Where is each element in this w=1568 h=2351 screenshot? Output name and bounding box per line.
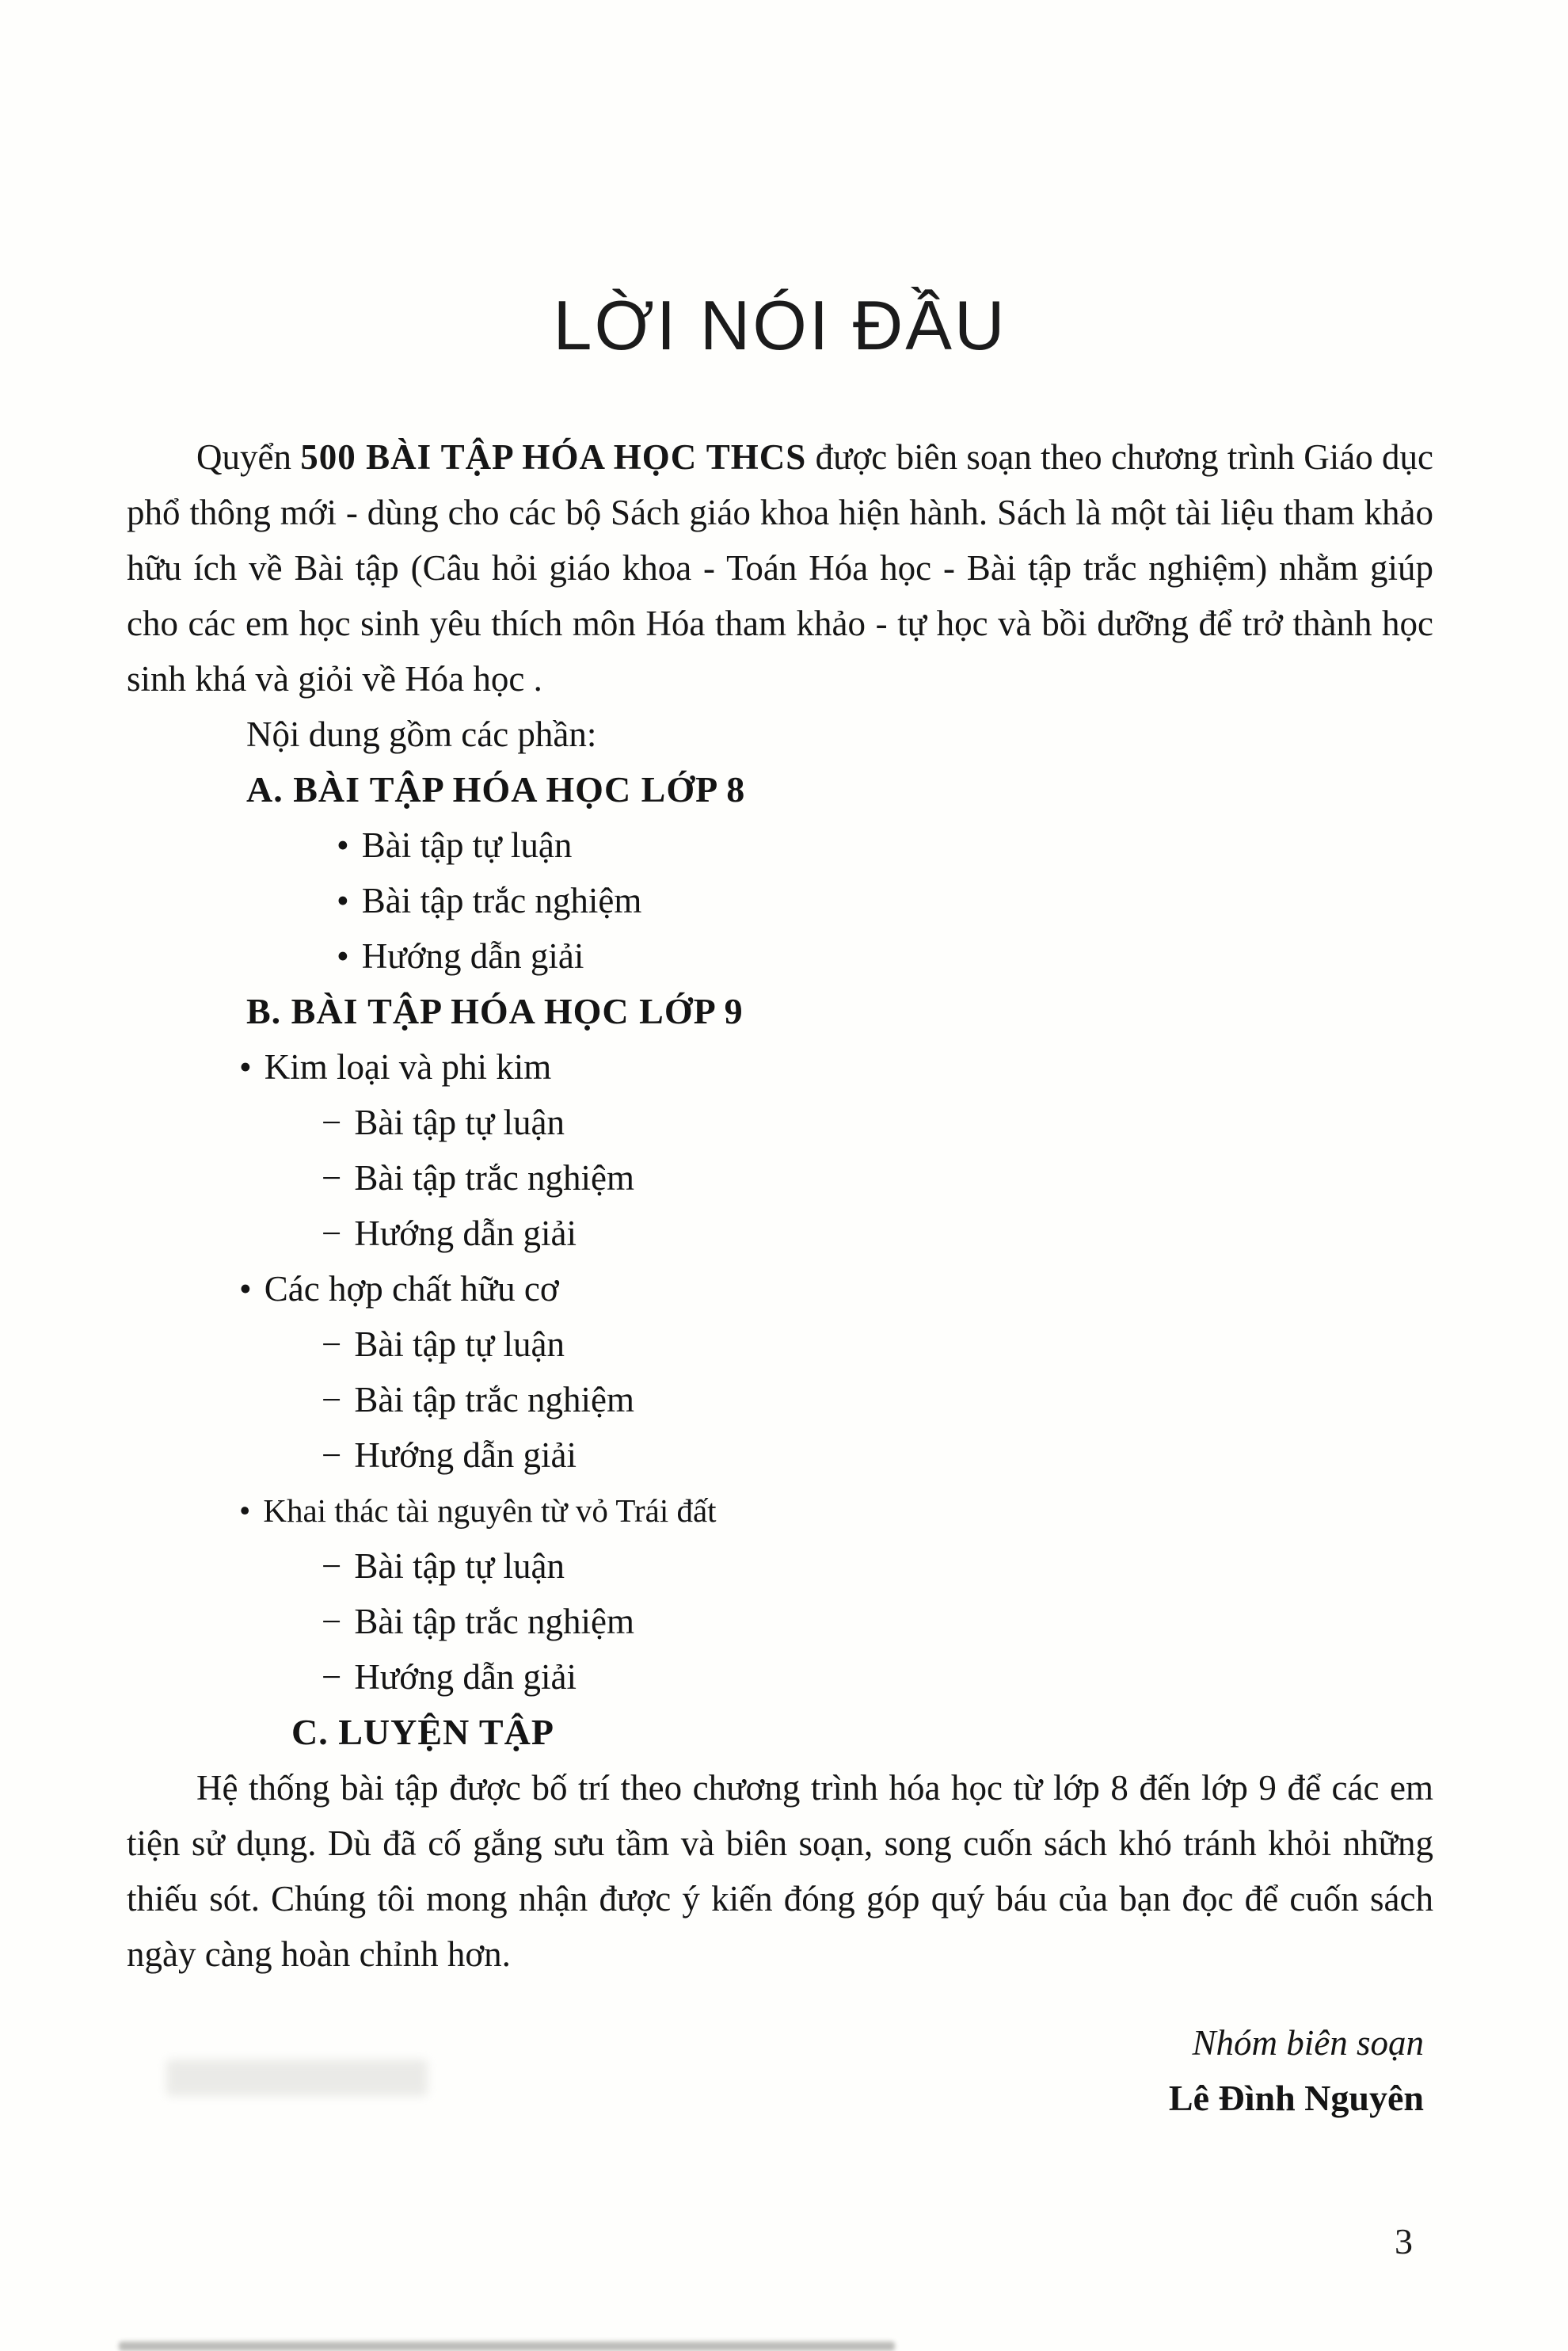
dash-marker: − bbox=[322, 1435, 342, 1475]
outline-item-label: Các hợp chất hữu cơ bbox=[264, 1269, 559, 1309]
page-title: LỜI NÓI ĐẦU bbox=[553, 286, 1007, 364]
outline-item-label: Bài tập tự luận bbox=[361, 825, 573, 865]
closing-paragraph: Hệ thống bài tập được bố trí theo chương trình hóa học từ lớp 8 đến lớp 9 để các em tiện sử dụng. Dù đã cố gắng sưu tầm và biên soạn, song cuốn sách khó tránh khỏi những thiếu sót. Chúng tôi mong nhận được ý kiến đóng góp quý báu của bạn đọc để cuốn sách ngày càng hoàn chỉnh hơn. bbox=[127, 1768, 1433, 1974]
outline-item-label: Hướng dẫn giải bbox=[354, 1657, 577, 1697]
signature-group: Nhóm biên soạn bbox=[1192, 2023, 1424, 2063]
outline-item-label: Khai thác tài nguyên từ vỏ Trái đất bbox=[263, 1492, 717, 1529]
book-title-bold: 500 BÀI TẬP HÓA HỌC THCS bbox=[300, 437, 807, 477]
bullet-marker: • bbox=[337, 936, 349, 976]
outline-item bbox=[322, 1316, 1433, 1372]
intro-text-pre: Quyển bbox=[196, 437, 301, 477]
contents-heading: Nội dung gồm các phần: bbox=[246, 714, 597, 754]
outline-item-label: Hướng dẫn giải bbox=[354, 1214, 577, 1253]
outline-section-c: C. LUYỆN TẬP bbox=[291, 1712, 554, 1752]
outline-item bbox=[239, 1483, 1433, 1538]
outline-item-label: Kim loại và phi kim bbox=[264, 1047, 552, 1087]
outline-item-label: Bài tập trắc nghiệm bbox=[354, 1158, 635, 1198]
dash-marker: − bbox=[322, 1158, 342, 1198]
page-body bbox=[127, 429, 1433, 2126]
outline-item bbox=[337, 817, 1433, 873]
dash-marker: − bbox=[322, 1657, 342, 1697]
dash-marker: − bbox=[322, 1103, 342, 1142]
scan-edge-artifact bbox=[119, 2341, 895, 2351]
bullet-marker: • bbox=[239, 1269, 252, 1309]
outline-item bbox=[239, 1039, 1433, 1095]
outline-item bbox=[322, 1649, 1433, 1705]
outline-item bbox=[322, 1150, 1433, 1206]
outline-item-label: Bài tập tự luận bbox=[354, 1324, 565, 1364]
outline-item-label: Bài tập trắc nghiệm bbox=[354, 1380, 635, 1419]
outline-item-label: Bài tập trắc nghiệm bbox=[354, 1602, 635, 1641]
outline-item bbox=[322, 1095, 1433, 1150]
bullet-marker: • bbox=[337, 881, 349, 920]
outline-item bbox=[337, 873, 1433, 928]
outline-item bbox=[337, 928, 1433, 984]
outline-item bbox=[322, 1538, 1433, 1594]
outline-item bbox=[322, 1427, 1433, 1483]
outline-item-label: Hướng dẫn giải bbox=[361, 936, 584, 976]
dash-marker: − bbox=[322, 1602, 342, 1641]
outline-item bbox=[239, 1261, 1433, 1316]
outline-section-b: B. BÀI TẬP HÓA HỌC LỚP 9 bbox=[246, 991, 744, 1031]
outline-item-label: Hướng dẫn giải bbox=[354, 1435, 577, 1475]
dash-marker: − bbox=[322, 1380, 342, 1419]
dash-marker: − bbox=[322, 1324, 342, 1364]
intro-text-post: được biên soạn theo chương trình Giáo dục phổ thông mới - dùng cho các bộ Sách giáo khoa hiện hành. Sách là một tài liệu tham khảo hữu ích về Bài tập (Câu hỏi giáo khoa - Toán Hóa học - Bài tập trắc nghiệm) nhằm giúp cho các em học sinh yêu thích môn Hóa tham khảo - tự học và bồi dưỡng để trở thành học sinh khá và giỏi về Hóa học . bbox=[127, 437, 1433, 699]
outline-item-label: Bài tập tự luận bbox=[354, 1546, 565, 1586]
bullet-marker: • bbox=[337, 825, 349, 865]
page-number: 3 bbox=[1395, 2221, 1413, 2261]
contents-outline bbox=[127, 762, 1433, 1760]
outline-item-label: Bài tập trắc nghiệm bbox=[361, 881, 642, 920]
outline-item bbox=[322, 1594, 1433, 1649]
bullet-marker: • bbox=[239, 1492, 251, 1529]
outline-item-label: Bài tập tự luận bbox=[354, 1103, 565, 1142]
dash-marker: − bbox=[322, 1546, 342, 1586]
signature-name: Lê Đình Nguyên bbox=[1168, 2078, 1424, 2118]
intro-paragraph bbox=[127, 429, 1433, 707]
dash-marker: − bbox=[322, 1214, 342, 1253]
scan-smudge-artifact bbox=[166, 2060, 428, 2096]
outline-item bbox=[322, 1372, 1433, 1427]
outline-item bbox=[322, 1206, 1433, 1261]
bullet-marker: • bbox=[239, 1047, 252, 1087]
outline-section-a: A. BÀI TẬP HÓA HỌC LỚP 8 bbox=[246, 769, 746, 810]
